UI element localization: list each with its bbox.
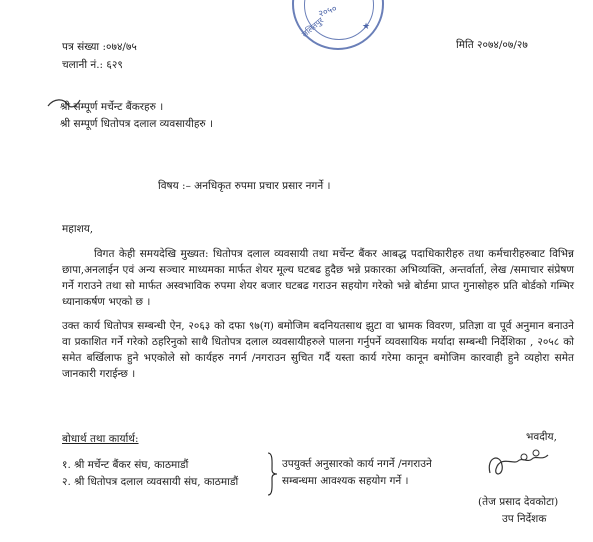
body-paragraph-1: विगत केही समयदेखि मुख्यत: धितोपत्र दलाल व्यवसायी तथा मर्चेन्ट बैंकर आबद्ध पदाधिकारीहरु तथा कर्मचारीहरुबाट विभिन्न छापा,अनलाईन एवं अन्य सञ्चार माध्यमका मार्फत शेयर मूल्य घटबढ हुदैछ भन्ने प्रकारका अभिव्यक्ति, अन्तर्वार्ता, लेख /समाचार संप्रेषण गर्ने गराउने तथा सो मार्फत अस्वभाविक रुपमा शेयर बजार घटबढ गराउन सहयोग गरेको भन्ने बोर्डमा प्राप्त गुनासोहरु प्रति बोर्डको गम्भिर ध्यानाकर्षण भएको छ । xyxy=(62,248,574,308)
seal-year: २०५० xyxy=(317,4,339,20)
signatory-title: उप निर्देशक xyxy=(502,513,547,525)
cc-note-line-2: सम्बन्धमा आवश्यक सहयोग गर्ने । xyxy=(282,475,409,487)
cc-note-line-1: उपयुर्क्त अनुसारको कार्य नगर्ने /नगराउने xyxy=(282,458,432,470)
letter-date: मिति २०७४/०७/२७ xyxy=(456,39,528,51)
subject-line: विषय :– अनधिकृत रुपमा प्रचार प्रसार नगर्ने । xyxy=(158,180,331,192)
recipient-1: श्री सम्पूर्ण मर्चेन्ट बैंकरहरु । xyxy=(60,101,164,113)
brace-icon xyxy=(266,452,278,496)
signatory-name: (तेज प्रसाद देवकोटा) xyxy=(478,496,559,508)
signature-icon xyxy=(484,443,554,483)
salutation: महाशय, xyxy=(62,223,94,235)
dispatch-number: चलानी नं.: ६२९ xyxy=(62,59,123,71)
office-seal xyxy=(292,0,384,50)
handwritten-tick-mark xyxy=(46,96,82,112)
reference-number: पत्र संख्या :०७४/७५ xyxy=(62,41,137,53)
closing: भवदीय, xyxy=(526,431,557,443)
body-paragraph-2: उक्त कार्य धितोपत्र सम्बन्धी ऐन, २०६३ को दफा ९७(ग) बमोजिम बदनियतसाथ झुटा वा भ्रामक विवरण, प्रतिज्ञा वा पूर्व अनुमान बनाउने वा प्रकाशित गर्ने गरेको ठहरिनुको साथै धितोपत्र दलाल व्यवसायीहरुले पालना गर्नुपर्ने व्यवसायिक मर्यादा सम्बन्धी निर्देशिका , २०५८ को समेत बर्खिलाफ हुने भएकोले सो कार्यहरु नगर्न /नगराउन सुचित गर्दै यस्ता कार्य गरेमा कानून बमोजिम कारवाही हुने व्यहोरा समेत जानकारी गराईन्छ । xyxy=(62,320,574,380)
cc-item-1: १. श्री मर्चेन्ट बैंकर संघ, काठमाडौं xyxy=(62,459,189,471)
seal-star-icon: ★ xyxy=(362,22,371,32)
recipient-2: श्री सम्पूर्ण धितोपत्र दलाल व्यवसायीहरु । xyxy=(60,118,213,130)
cc-item-2: २. श्री धितोपत्र दलाल व्यवसायी संघ, काठमाडौं xyxy=(62,476,239,488)
seal-city: ललितपुर xyxy=(300,15,326,40)
cc-heading: बोधार्थ तथा कार्यार्थ: xyxy=(62,433,139,445)
